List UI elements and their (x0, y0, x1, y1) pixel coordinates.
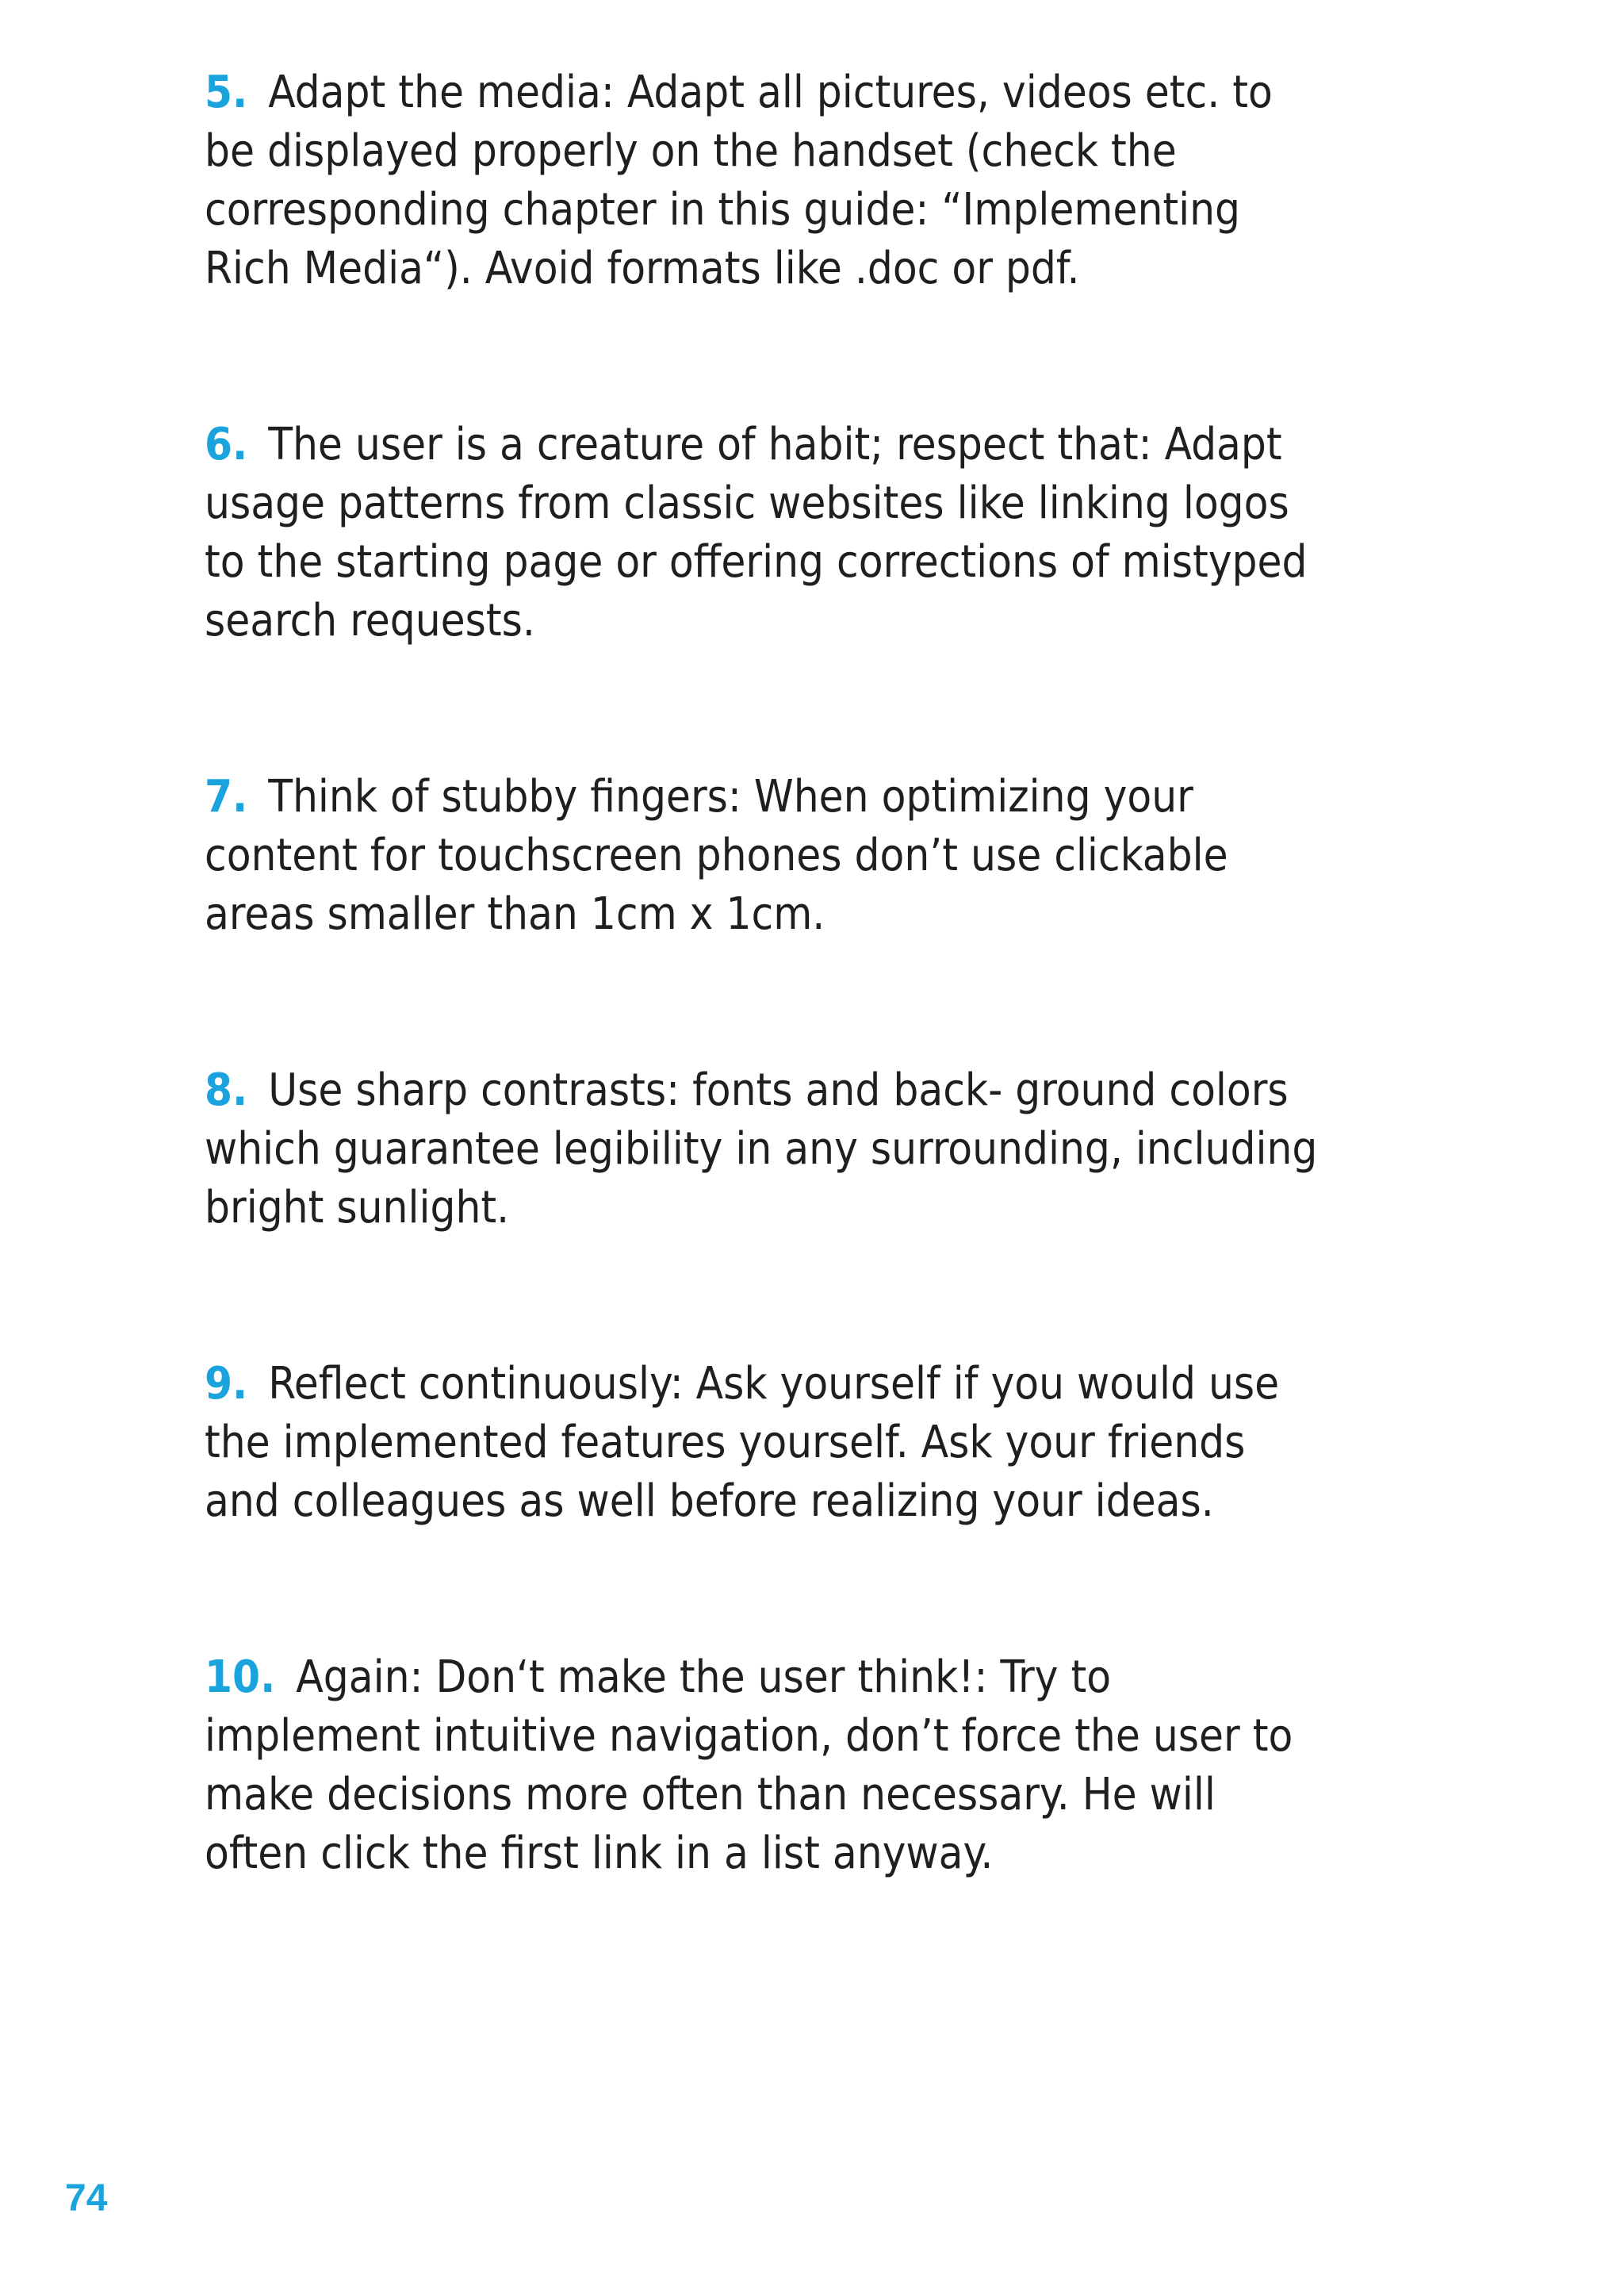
tip-text: The user is a creature of habit; respect that: Adapt usage patterns from classic websites like linking logos to the starting page or offering corrections of mistyped search requests. (205, 419, 1308, 646)
tip-number: 7. (205, 771, 248, 823)
tip-text: Again: Don‘t make the user think!: Try to implement intuitive navigation, don’t force the user to make decisions more often than necessary. He will often click the first link in a list anyway. (205, 1651, 1293, 1879)
tip-text: Adapt the media: Adapt all pictures, videos etc. to be displayed properly on the handset (check the corresponding chapter in this guide: “Implementing Rich Media“). Avoid formats like .doc or pdf. (205, 67, 1273, 294)
tip-text: Use sharp contrasts: fonts and back- ground colors which guarantee legibility in any surrounding, including bright sunlight. (205, 1064, 1318, 1233)
tip-item-5 (205, 63, 1331, 298)
tip-item-10 (205, 1648, 1331, 1883)
tips-list (205, 63, 1331, 2000)
page-number: 74 (65, 2177, 108, 2219)
tip-text: Reflect continuously: Ask yourself if you would use the implemented features yourself. Ask your friends and colleagues as well before realizing your ideas. (205, 1358, 1280, 1527)
tip-number: 9. (205, 1358, 248, 1410)
tip-number: 10. (205, 1651, 276, 1703)
tip-number: 8. (205, 1064, 248, 1116)
tip-number: 5. (205, 67, 248, 118)
tip-item-6 (205, 416, 1331, 650)
tip-text: Think of stubby fingers: When optimizing your content for touchscreen phones don’t use clickable areas smaller than 1cm x 1cm. (205, 771, 1228, 940)
tip-number: 6. (205, 419, 248, 470)
tip-item-7 (205, 768, 1331, 944)
tip-item-8 (205, 1061, 1331, 1237)
tip-item-9 (205, 1355, 1331, 1531)
